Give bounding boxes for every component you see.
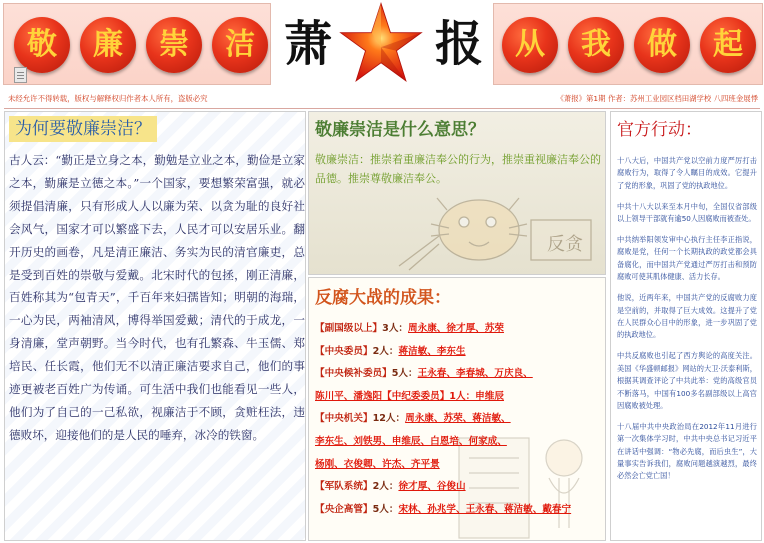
header-divider xyxy=(4,108,760,109)
slogan-char-4: 洁 xyxy=(212,17,268,73)
result-line xyxy=(315,318,603,341)
result-category: 【央企高管】 xyxy=(315,503,373,515)
official-heading: 官方行动： xyxy=(617,120,702,140)
result-names: 王永春、李春城、万庆良、 xyxy=(417,368,533,380)
title-left-char: 萧 xyxy=(284,16,333,72)
result-names: 周永康、苏荣、蒋洁敏、 xyxy=(405,413,511,425)
result-category: 【中央机关】 xyxy=(315,413,373,425)
result-names: 蒋洁敏、李东生 xyxy=(398,345,466,357)
results-section xyxy=(308,277,606,541)
title-right-char: 报 xyxy=(435,16,484,72)
result-line xyxy=(315,363,603,386)
official-paragraph: 中共十八大以来至本月中旬，全国仅省部级以上领导干部就有逾50人因腐败而被查处。 xyxy=(617,201,757,224)
why-paragraph: 古人云：“勤正是立身之本，勤勉是立业之本，勤俭是立家之本，勤廉是立德之本。”一个国家，要想繁荣富强，就必须提倡清廉，只有形成人人以廉为荣、以贪为耻的良好社会风气，国家才可以繁盛下去，人民才可以安居乐业。翻开历史的画卷，凡是清正廉洁、务实为民的清官廉吏，总是受到百姓的崇敬与爱戴。北宋时代的包拯，刚正清廉，百姓称其为“包青天”，千百年来妇孺皆知；明朝的海瑞，一心为民，两袖清风，博得举国爱戴；清代的于成龙，一身清廉，堂声朝野。当今时代，也有孔繁森、牛玉儒、郑培民、任长霞，他们无不以清正廉洁要求自己，他们的事迹更被老百姓广为传诵。可生活中我们也能看见一些人，他们为了自己的一己私欲，视廉洁于不顾，贪赃枉法，违德败坏，迎接他们的是人民的唾弃，冰冷的铁窗。 xyxy=(9,153,305,442)
document-icon xyxy=(14,67,27,83)
issue-info: 《萧报》第1期 作者：苏州工业园区档田湖学校 八四班金展悸 xyxy=(556,94,758,103)
left-slogan-banner xyxy=(3,3,271,85)
why-heading: 为何要敬廉崇洁？ xyxy=(9,116,157,142)
why-body xyxy=(9,149,305,447)
official-body xyxy=(617,155,757,491)
result-names: 杨刚、衣俊卿、许杰、齐平景 xyxy=(315,458,440,470)
svg-text:反贪: 反贪 xyxy=(547,234,583,255)
right-slogan-banner xyxy=(493,3,763,85)
result-count: 3人： xyxy=(382,323,409,334)
result-line xyxy=(315,341,603,364)
red-star-icon xyxy=(338,0,424,86)
slogan-char-7: 做 xyxy=(634,17,690,73)
meaning-heading: 敬廉崇洁是什么意思？ xyxy=(315,120,485,140)
official-action-section xyxy=(610,111,762,541)
results-list xyxy=(315,318,603,521)
slogan-char-2: 廉 xyxy=(80,17,136,73)
result-names: 周永康、徐才厚、苏荣 xyxy=(408,323,504,334)
slogan-char-5: 从 xyxy=(502,17,558,73)
result-line xyxy=(315,476,603,499)
result-count: 12人： xyxy=(372,413,406,425)
copyright-notice: 未经允许不得转载，版权与解释权归作者本人所有，盗版必究 xyxy=(8,94,208,103)
result-count: 5人： xyxy=(372,503,399,515)
result-line xyxy=(315,408,603,431)
meaning-body: 敬廉崇洁：推崇着重廉洁奉公的行为，推崇重视廉洁奉公的品德。推崇尊敬廉洁奉公。 xyxy=(315,153,601,185)
meaning-section xyxy=(308,111,606,275)
slogan-char-3: 崇 xyxy=(146,17,202,73)
result-category: 【军队系统】 xyxy=(315,481,373,493)
result-line xyxy=(315,431,603,454)
result-count: 5人： xyxy=(391,368,418,380)
result-count: 2人： xyxy=(372,345,399,357)
result-category: 【中央委员】 xyxy=(315,345,373,357)
result-category: 【副国级以上】 xyxy=(315,323,383,334)
result-count: 2人： xyxy=(372,481,399,493)
result-line xyxy=(315,386,603,409)
newspaper-title xyxy=(272,0,493,88)
official-paragraph: 他说，近两年来，中国共产党的反腐败力度是空前的，并取得了巨大成效。这提升了党在人民群众心目中的形象，进一步巩固了党的执政地位。 xyxy=(617,293,757,340)
result-names: 陈川平、潘逸阳【中纪委委员】1人：申维辰 xyxy=(315,390,504,402)
result-line xyxy=(315,454,603,477)
why-section xyxy=(4,111,306,541)
result-category: 【中央候补委员】 xyxy=(315,368,392,380)
slogan-char-6: 我 xyxy=(568,17,624,73)
result-names: 李东生、刘铁男、申维辰、白恩培、何家成、 xyxy=(315,435,507,447)
result-names: 徐才厚、谷俊山 xyxy=(398,481,466,493)
result-names: 宋林、孙兆学、王永春、蒋洁敏、戴春宁 xyxy=(398,503,572,515)
masthead xyxy=(0,0,764,90)
official-paragraph: 中共纳举阳领发审中心执行主任李正指说，腐败是党，任何一个长期执政的政党都会具备腐化，而中国共产党通过严厉打击和预防腐败可使其肌体健康、活力长存。 xyxy=(617,235,757,282)
official-paragraph: 十八大后，中国共产党以空前力度严厉打击腐败行为，取得了令人瞩目的成效。它提升了党的形象，巩固了党的执政地位。 xyxy=(617,156,757,190)
slogan-char-1: 敬 xyxy=(14,17,70,73)
result-line xyxy=(315,499,603,522)
official-paragraph: 十八届中共中央政治局在2012年11月进行第一次集体学习时，中共中央总书记习近平在讲话中强调：“物必先腐，而后虫生”，大量事实告诉我们，腐败问题越演越烈，最终必然会亡党亡国！ xyxy=(617,421,757,481)
results-heading: 反腐大战的成果： xyxy=(315,288,451,308)
official-paragraph: 中共反腐败也引起了西方舆论的高度关注。美国《华盛顿邮报》网站的大卫·沃泰利斯，根据其调查评论了中共此举：党的高级官员不断落马，中国有100多名副部级以上高官因腐败被处理。 xyxy=(617,351,757,410)
slogan-char-8: 起 xyxy=(700,17,756,73)
